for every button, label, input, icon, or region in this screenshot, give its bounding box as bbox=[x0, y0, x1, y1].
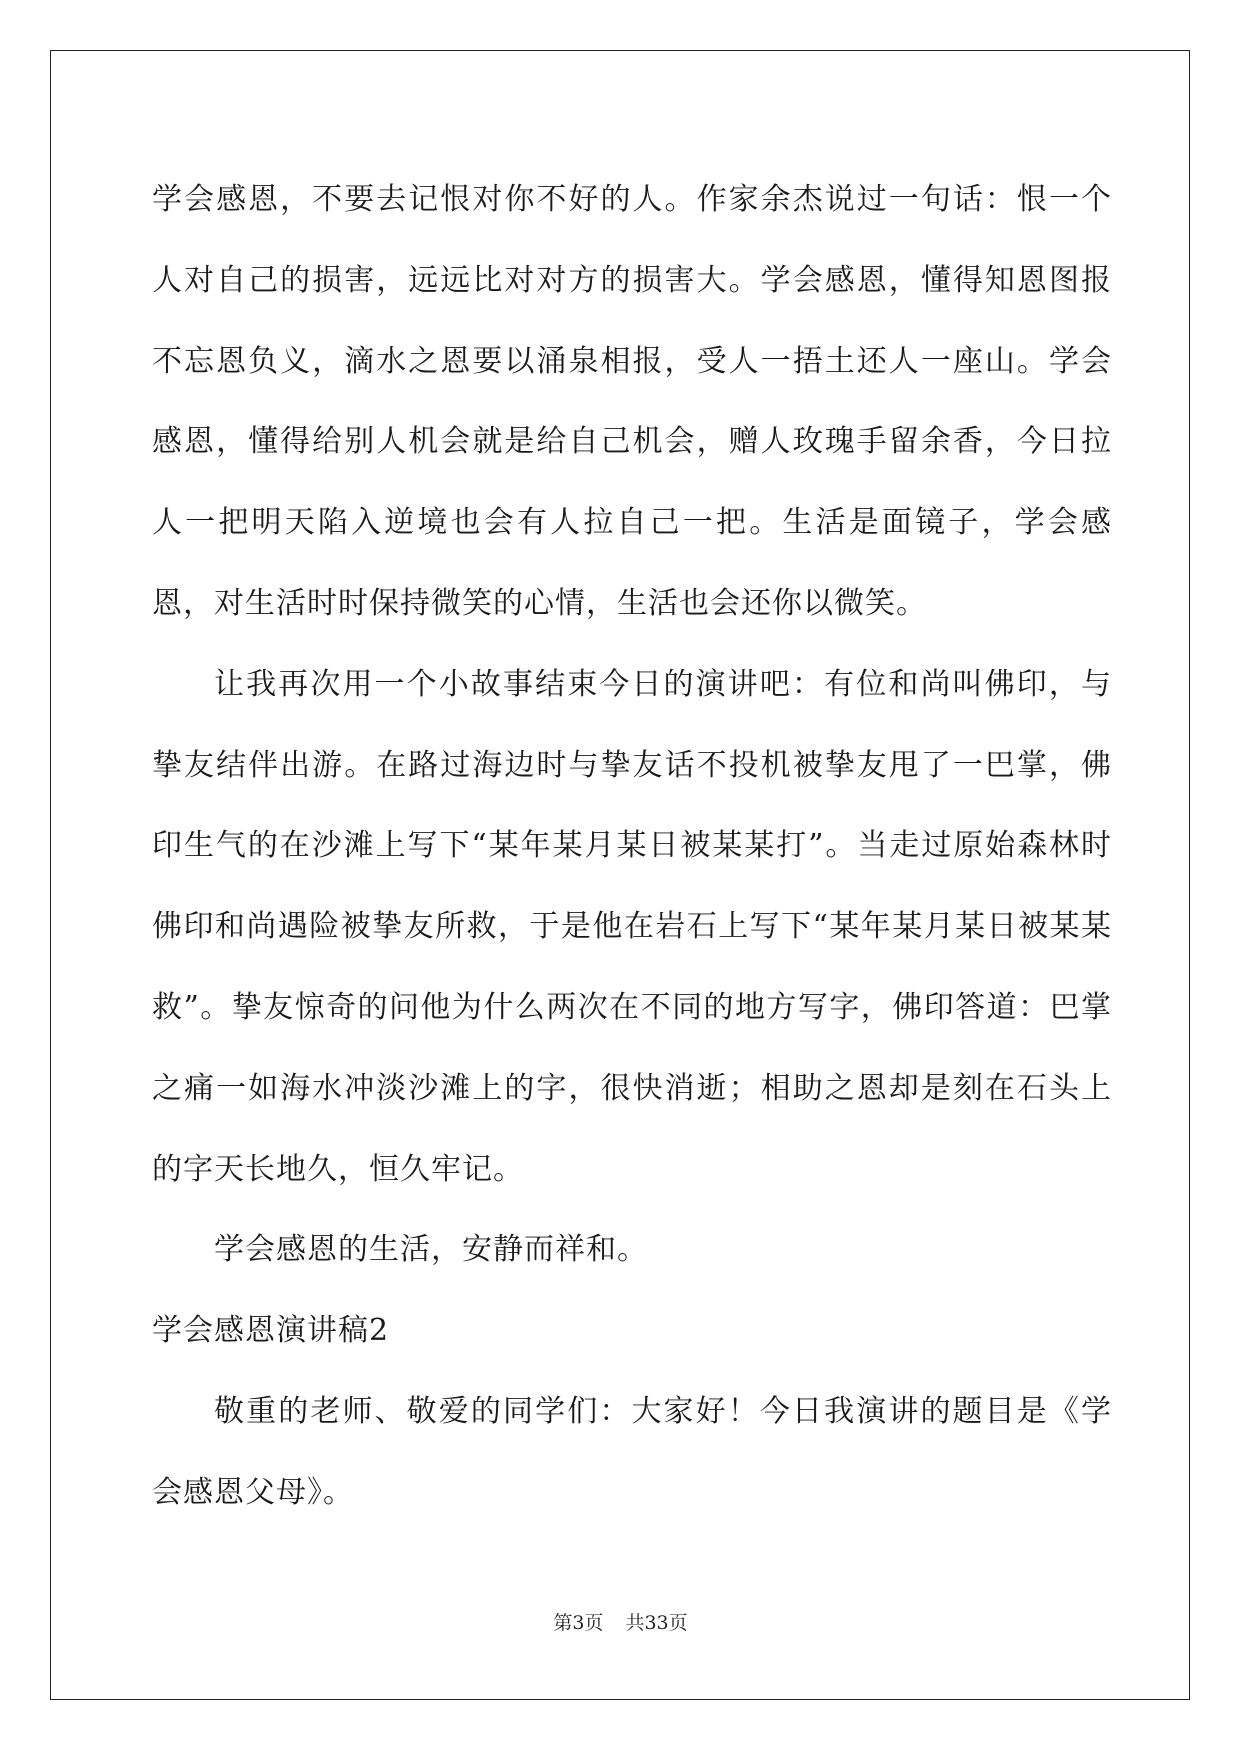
paragraph-greeting: 敬重的老师、敬爱的同学们：大家好！今日我演讲的题目是《学会感恩父母》。 bbox=[152, 1393, 1112, 1510]
section-heading: 学会感恩演讲稿2 bbox=[152, 1313, 390, 1349]
paragraph-story: 让我再次用一个小故事结束今日的演讲吧：有位和尚叫佛印，与挚友结伴出游。在路过海边时与挚友话不投机被挚友甩了一巴掌，佛印生气的在沙滩上写下“某年某月某日被某某打”。当走过原始森林时佛印和尚遇险被挚友所救，于是他在岩石上写下“某年某月某日被某某救”。挚友惊奇的问他为什么两次在不同的地方写字，佛印答道：巴掌之痛一如海水冲淡沙滩上的字，很快消逝；相助之恩却是刻在石头上的字天长地久，恒久牢记。 bbox=[152, 666, 1112, 1187]
page-total: 共33页 bbox=[625, 1612, 688, 1634]
page-number: 第3页 bbox=[553, 1612, 604, 1634]
paragraph-gratitude: 学会感恩，不要去记恨对你不好的人。作家余杰说过一句话：恨一个人对自己的损害，远远比对对方的损害大。学会感恩，懂得知恩图报不忘恩负义，滴水之恩要以涌泉相报，受人一捂土还人一座山。学会感恩，懂得给别人机会就是给自己机会，赠人玫瑰手留余香，今日拉人一把明天陷入逆境也会有人拉自己一把。生活是面镜子，学会感恩，对生活时时保持微笑的心情，生活也会还你以微笑。 bbox=[152, 182, 1112, 621]
page-footer bbox=[0, 1608, 1241, 1635]
document-body bbox=[152, 160, 1112, 1534]
paragraph-conclusion: 学会感恩的生活，安静而祥和。 bbox=[214, 1232, 648, 1268]
